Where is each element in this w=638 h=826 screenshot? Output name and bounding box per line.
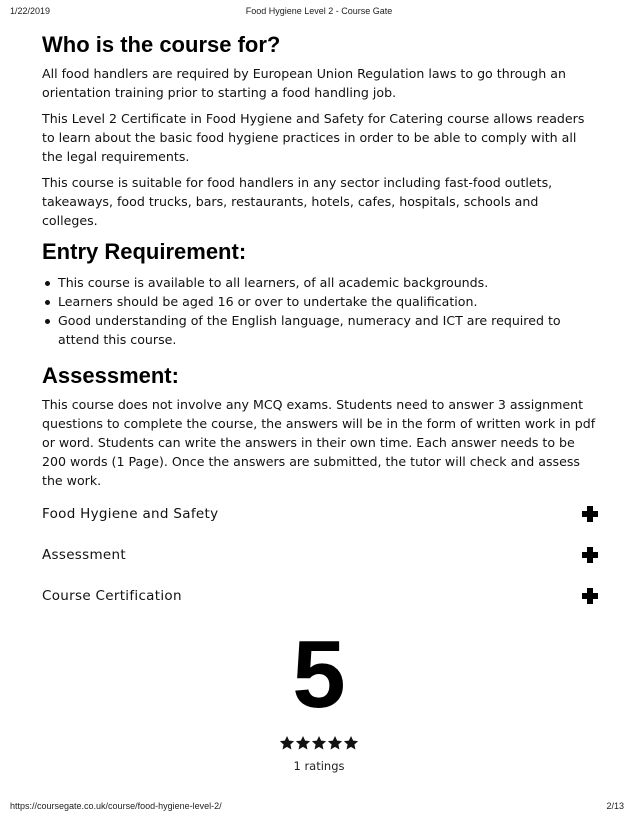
star-rating bbox=[0, 735, 638, 757]
plus-icon[interactable] bbox=[582, 547, 598, 563]
entry-heading: Entry Requirement: bbox=[42, 239, 247, 264]
list-item: Learners should be aged 16 or over to undertake the qualification. bbox=[58, 292, 598, 311]
who-paragraph: This course is suitable for food handlers in any sector including fast-food outlets, takeaways, food trucks, bars, restaurants, hotels, cafes, hospitals, schools and colleges. bbox=[42, 175, 553, 228]
accordion-item-certification[interactable] bbox=[42, 584, 598, 625]
accordion-item-food-hygiene[interactable] bbox=[42, 502, 598, 543]
star-icon bbox=[311, 735, 327, 751]
who-heading: Who is the course for? bbox=[42, 32, 281, 57]
star-icon bbox=[295, 735, 311, 751]
accordion-title: Assessment bbox=[42, 547, 126, 563]
list-item: Good understanding of the English language, numeracy and ICT are required to attend this course. bbox=[58, 311, 598, 349]
who-paragraph: All food handlers are required by European Union Regulation laws to go through an orientation training prior to starting a food handling job. bbox=[42, 66, 566, 100]
assessment-heading: Assessment: bbox=[42, 363, 179, 388]
who-paragraph: This Level 2 Certificate in Food Hygiene and Safety for Catering course allows readers to learn about the basic food hygiene practices in order to be able to comply with all the legal requirements. bbox=[42, 111, 585, 164]
print-title: Food Hygiene Level 2 - Course Gate bbox=[245, 6, 393, 16]
page-number: 2/13 bbox=[606, 801, 624, 811]
course-content bbox=[42, 30, 598, 625]
print-date: 1/22/2019 bbox=[10, 6, 51, 16]
rating-summary bbox=[0, 621, 638, 773]
print-url: https://coursegate.co.uk/course/food-hygiene-level-2/ bbox=[10, 801, 222, 811]
plus-icon[interactable] bbox=[582, 506, 598, 522]
accordion-title: Course Certification bbox=[42, 588, 182, 604]
star-icon bbox=[279, 735, 295, 751]
entry-list bbox=[42, 273, 598, 349]
accordion-title: Food Hygiene and Safety bbox=[42, 506, 219, 522]
accordion-item-assessment[interactable] bbox=[42, 543, 598, 584]
star-icon bbox=[327, 735, 343, 751]
assessment-section bbox=[42, 361, 598, 490]
who-section bbox=[42, 30, 598, 230]
assessment-paragraph: This course does not involve any MCQ exams. Students need to answer 3 assignment questions to complete the course, the answers will be in the form of written work in pdf or word. Students can write the answers in their own time. Each answer needs to be 200 words (1 Page). Once the answers are submitted, the tutor will check and assess the work. bbox=[42, 397, 596, 488]
rating-count: 1 ratings bbox=[293, 759, 345, 773]
course-accordion bbox=[42, 502, 598, 625]
rating-value: 5 bbox=[292, 621, 346, 728]
star-icon bbox=[343, 735, 359, 751]
plus-icon[interactable] bbox=[582, 588, 598, 604]
list-item: This course is available to all learners, of all academic backgrounds. bbox=[58, 273, 598, 292]
entry-requirement-section bbox=[42, 237, 598, 349]
